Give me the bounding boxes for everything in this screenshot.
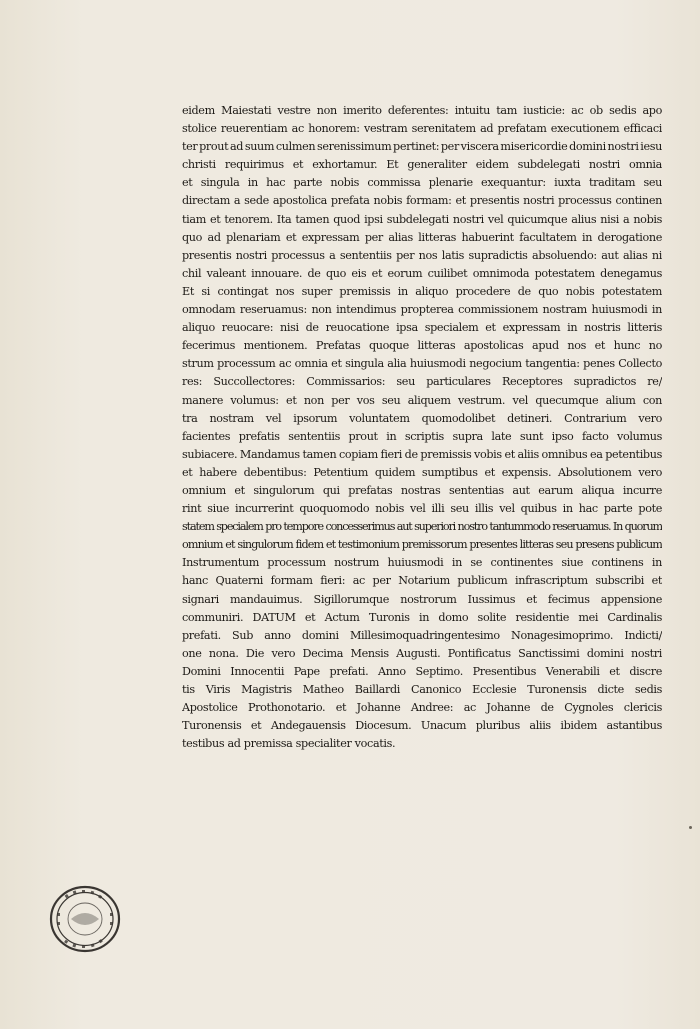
text-line: omnium et singulorum fidem et testimonium premissorum presentes litteras seu presens publicum xyxy=(182,538,662,552)
text-line: testibus ad premissa specialiter vocatis. xyxy=(182,737,396,751)
text-line: fecerimus mentionem. Prefatas quoque litteras apostolicas apud nos et hunc no xyxy=(182,339,662,353)
text-line: omnium et singulorum qui prefatas nostras sententias aut earum aliqua incurre xyxy=(182,483,662,497)
margin-mark xyxy=(689,826,692,829)
text-line: hanc Quaterni formam fieri: ac per Notarium publicum infrascriptum subscribi et xyxy=(182,574,662,588)
text-line: Instrumentum processum nostrum huiusmodi in se continentes siue continens in xyxy=(182,556,662,570)
text-line: directam a sede apostolica prefata nobis formam: et presentis nostri processus continen xyxy=(182,194,662,208)
text-line: res: Succollectores: Commissarios: seu particulares Receptores supradictos re/ xyxy=(182,375,662,389)
text-line: manere volumus: et non per vos seu aliquem vestrum. vel quecumque alium con xyxy=(182,393,662,407)
text-line: Et si contingat nos super premissis in aliquo procedere de quo nobis potestatem xyxy=(182,284,662,298)
text-line: tis Viris Magistris Matheo Baillardi Canonico Ecclesie Turonensis dicte sedis xyxy=(182,683,662,696)
text-line: eidem Maiestati vestre non imerito deferentes: intuitu tam iusticie: ac ob sedis apo xyxy=(182,104,662,117)
text-line: strum processum ac omnia et singula alia huiusmodi negocium tangentia: penes Collecto xyxy=(182,357,662,371)
library-stamp-icon xyxy=(49,885,121,953)
text-line: omnodam reseruamus: non intendimus propterea commissionem nostram huiusmodi in xyxy=(182,303,662,317)
document-text-block xyxy=(182,102,662,753)
text-line: communiri. DATUM et Actum Turonis in domo solite residentie mei Cardinalis xyxy=(182,610,662,624)
text-line: rint siue incurrerint quoquomodo nobis vel illi seu illis vel quibus in hac parte pote xyxy=(182,502,662,516)
text-line: Turonensis et Andegauensis Diocesum. Unacum pluribus aliis ibidem astantibus xyxy=(182,719,662,733)
text-line: Apostolice Prothonotario. et Johanne Andree: ac Johanne de Cygnoles clericis xyxy=(182,701,662,715)
text-line: quo ad plenariam et expressam per alias litteras habuerint facultatem in derogatione xyxy=(182,230,662,244)
text-line: et habere debentibus: Petentium quidem sumptibus et expensis. Absolutionem vero xyxy=(182,465,662,479)
text-line: signari mandauimus. Sigillorumque nostrorum Iussimus et fecimus appensione xyxy=(182,592,662,606)
text-line: chil valeant innouare. de quo eis et eorum cuilibet omnimoda potestatem denegamus xyxy=(182,266,662,280)
text-line: stolice reuerentiam ac honorem: vestram serenitatem ad prefatam executionem efficaci xyxy=(182,122,662,136)
text-line: presentis nostri processus a sententiis per nos latis supradictis absoluendo: aut alias ni xyxy=(182,248,662,262)
text-line: christi requirimus et exhortamur. Et generaliter eidem subdelegati nostri omnia xyxy=(182,158,662,172)
text-line: tiam et tenorem. Ita tamen quod ipsi subdelegati nostri vel quicumque alius nisi a nobis xyxy=(182,212,662,226)
text-line: ter prout ad suum culmen serenissimum pertinet: per viscera misericordie domini nostri iesu xyxy=(182,140,662,154)
text-line: tra nostram vel ipsorum voluntatem quomodolibet detineri. Contrarium vero xyxy=(182,411,662,425)
text-line: Domini Innocentii Pape prefati. Anno Septimo. Presentibus Venerabili et discre xyxy=(182,664,662,678)
text-line: facientes prefatis sententiis prout in scriptis supra late sunt ipso facto volumus xyxy=(182,429,662,443)
text-line: et singula in hac parte nobis commissa plenarie exequantur: iuxta traditam seu xyxy=(182,176,662,190)
text-line: statem specialem pro tempore concesserimus aut superiori nostro tantummodo reseruamus. In quorum xyxy=(182,520,662,534)
text-line: prefati. Sub anno domini Millesimoquadringentesimo Nonagesimoprimo. Indicti/ xyxy=(182,628,662,642)
text-line: one nona. Die vero Decima Mensis Augusti. Pontificatus Sanctissimi domini nostri xyxy=(182,646,662,660)
text-line: aliquo reuocare: nisi de reuocatione ipsa specialem et expressam in nostris litteris xyxy=(182,321,662,335)
text-line: subiacere. Mandamus tamen copiam fieri de premissis vobis et aliis omnibus ea petentibus xyxy=(182,447,662,461)
